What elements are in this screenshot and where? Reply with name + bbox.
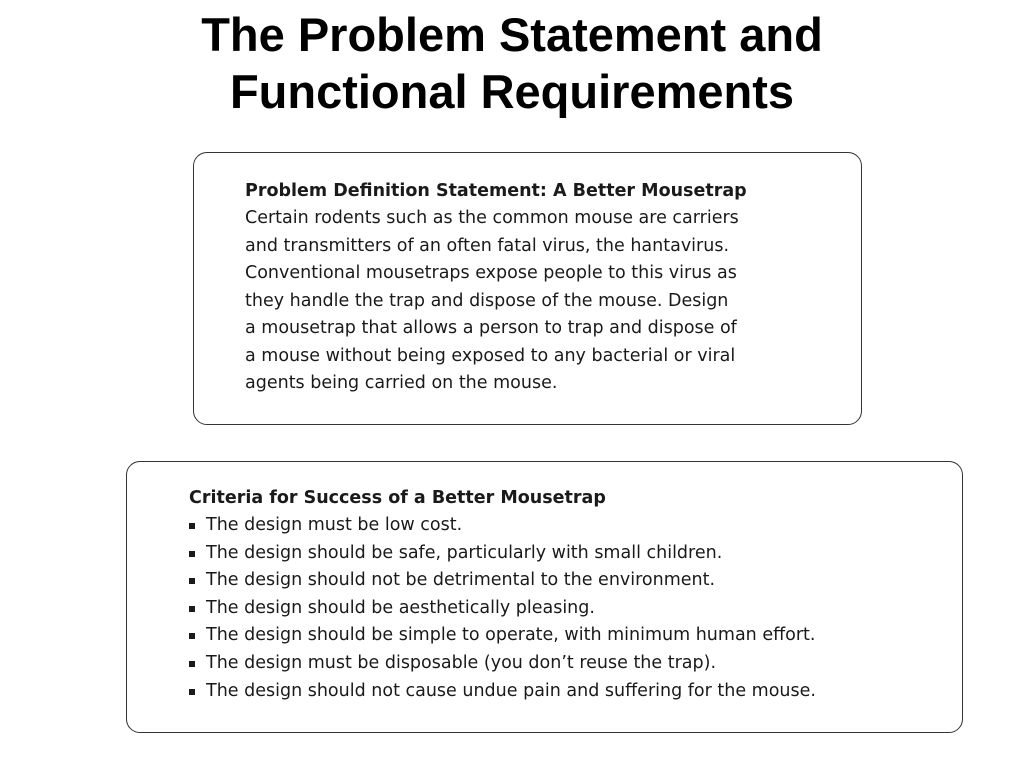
problem-definition-line: Conventional mousetraps expose people to this virus as xyxy=(245,263,737,283)
criteria-item xyxy=(189,622,942,650)
criteria-item xyxy=(189,512,942,540)
slide-title xyxy=(0,6,1024,128)
criteria-item-text: The design must be disposable (you don’t reuse the trap). xyxy=(206,652,717,673)
criteria-item xyxy=(189,595,942,623)
criteria-item-text: The design should not be detrimental to the environment. xyxy=(206,570,716,591)
criteria-item xyxy=(189,678,942,706)
square-bullet-icon xyxy=(189,633,195,639)
slide-title-line-2: Functional Requirements xyxy=(229,65,795,118)
square-bullet-icon xyxy=(189,689,195,695)
criteria-item-text: The design should be safe, particularly with small children. xyxy=(206,542,723,563)
criteria-item xyxy=(189,650,942,678)
criteria-heading: Criteria for Success of a Better Mousetrap xyxy=(189,488,606,508)
criteria-item xyxy=(189,567,942,595)
square-bullet-icon xyxy=(189,661,195,667)
problem-definition-line: a mouse without being exposed to any bacterial or viral xyxy=(245,345,736,366)
problem-definition-heading: Problem Definition Statement: A Better Mousetrap xyxy=(245,181,747,201)
slide-title-line-1: The Problem Statement and xyxy=(201,8,823,61)
criteria-item-text: The design should not cause undue pain and suffering for the mouse. xyxy=(206,680,816,701)
problem-definition-box xyxy=(193,152,862,425)
square-bullet-icon xyxy=(189,606,195,612)
criteria-list xyxy=(189,512,942,705)
problem-definition-line: Certain rodents such as the common mouse are carriers xyxy=(245,208,739,228)
problem-definition-line: a mousetrap that allows a person to trap and dispose of xyxy=(245,318,737,338)
criteria-for-success-box xyxy=(126,461,963,733)
square-bullet-icon xyxy=(189,523,195,529)
square-bullet-icon xyxy=(189,578,195,584)
criteria-item-text: The design should be aesthetically pleasing. xyxy=(206,597,595,618)
problem-definition-body xyxy=(245,205,841,398)
criteria-item-text: The design should be simple to operate, with minimum human effort. xyxy=(206,625,816,646)
problem-definition-line: agents being carried on the mouse. xyxy=(245,373,558,393)
square-bullet-icon xyxy=(189,551,195,557)
problem-definition-line: they handle the trap and dispose of the mouse. Design xyxy=(245,290,729,311)
criteria-item-text: The design must be low cost. xyxy=(206,515,463,535)
problem-definition-line: and transmitters of an often fatal virus, the hantavirus. xyxy=(245,235,730,256)
criteria-item xyxy=(189,540,942,568)
